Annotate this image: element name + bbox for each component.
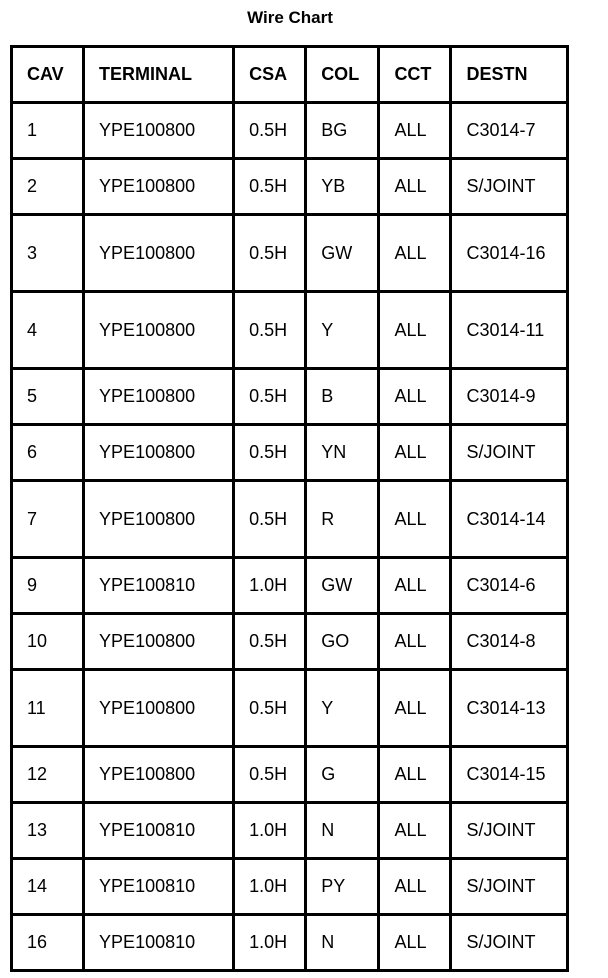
cell-cct: ALL [379,103,451,159]
cell-cav: 9 [12,558,84,614]
cell-terminal: YPE100800 [84,747,234,803]
cell-terminal: YPE100800 [84,159,234,215]
cell-csa: 1.0H [234,558,306,614]
cell-csa: 1.0H [234,859,306,915]
cell-cav: 7 [12,481,84,558]
cell-col: B [306,369,379,425]
table-row [12,670,568,747]
cell-terminal: YPE100800 [84,369,234,425]
cell-cct: ALL [379,481,451,558]
table-row [12,558,568,614]
cell-cav: 6 [12,425,84,481]
cell-cav: 11 [12,670,84,747]
cell-col: YB [306,159,379,215]
cell-cct: ALL [379,859,451,915]
cell-cav: 1 [12,103,84,159]
cell-cct: ALL [379,915,451,971]
column-header-csa: CSA [234,47,306,103]
table-row [12,803,568,859]
cell-cct: ALL [379,292,451,369]
cell-destn: C3014-14 [451,481,568,558]
cell-terminal: YPE100800 [84,215,234,292]
cell-destn: C3014-13 [451,670,568,747]
cell-cct: ALL [379,670,451,747]
table-row [12,614,568,670]
cell-terminal: YPE100800 [84,670,234,747]
cell-col: BG [306,103,379,159]
cell-col: Y [306,670,379,747]
cell-col: Y [306,292,379,369]
cell-cav: 13 [12,803,84,859]
column-header-cav: CAV [12,47,84,103]
cell-cav: 10 [12,614,84,670]
cell-cct: ALL [379,425,451,481]
cell-col: G [306,747,379,803]
cell-col: YN [306,425,379,481]
cell-col: GW [306,215,379,292]
page-title: Wire Chart [247,8,333,27]
cell-cav: 2 [12,159,84,215]
table-row [12,159,568,215]
cell-destn: S/JOINT [451,803,568,859]
cell-destn: C3014-7 [451,103,568,159]
cell-col: R [306,481,379,558]
cell-cav: 5 [12,369,84,425]
cell-terminal: YPE100810 [84,859,234,915]
cell-cct: ALL [379,803,451,859]
table-row [12,425,568,481]
cell-cct: ALL [379,159,451,215]
table-row [12,915,568,971]
cell-destn: S/JOINT [451,159,568,215]
cell-csa: 0.5H [234,670,306,747]
table-row [12,103,568,159]
cell-col: N [306,915,379,971]
cell-destn: C3014-11 [451,292,568,369]
cell-cav: 3 [12,215,84,292]
cell-destn: S/JOINT [451,915,568,971]
cell-terminal: YPE100810 [84,915,234,971]
cell-csa: 0.5H [234,103,306,159]
cell-csa: 0.5H [234,159,306,215]
cell-col: PY [306,859,379,915]
cell-cct: ALL [379,215,451,292]
cell-csa: 1.0H [234,803,306,859]
cell-destn: S/JOINT [451,859,568,915]
cell-csa: 0.5H [234,292,306,369]
table-body [12,103,568,971]
table-row [12,369,568,425]
table-row [12,859,568,915]
cell-terminal: YPE100800 [84,292,234,369]
cell-terminal: YPE100810 [84,558,234,614]
table-header-row [12,47,568,103]
cell-csa: 0.5H [234,481,306,558]
cell-cav: 4 [12,292,84,369]
cell-cav: 14 [12,859,84,915]
cell-terminal: YPE100810 [84,803,234,859]
cell-csa: 0.5H [234,614,306,670]
cell-destn: S/JOINT [451,425,568,481]
table-row [12,215,568,292]
column-header-cct: CCT [379,47,451,103]
cell-destn: C3014-8 [451,614,568,670]
cell-cct: ALL [379,369,451,425]
cell-csa: 0.5H [234,215,306,292]
cell-terminal: YPE100800 [84,614,234,670]
column-header-col: COL [306,47,379,103]
column-header-destn: DESTN [451,47,568,103]
cell-csa: 0.5H [234,369,306,425]
cell-cct: ALL [379,747,451,803]
column-header-terminal: TERMINAL [84,47,234,103]
cell-col: GW [306,558,379,614]
cell-cav: 16 [12,915,84,971]
table-row [12,481,568,558]
cell-terminal: YPE100800 [84,425,234,481]
cell-csa: 0.5H [234,747,306,803]
cell-destn: C3014-6 [451,558,568,614]
table-row [12,292,568,369]
cell-terminal: YPE100800 [84,481,234,558]
cell-csa: 0.5H [234,425,306,481]
cell-destn: C3014-16 [451,215,568,292]
cell-destn: C3014-9 [451,369,568,425]
cell-destn: C3014-15 [451,747,568,803]
cell-csa: 1.0H [234,915,306,971]
cell-col: N [306,803,379,859]
cell-terminal: YPE100800 [84,103,234,159]
cell-cct: ALL [379,558,451,614]
cell-col: GO [306,614,379,670]
table-row [12,747,568,803]
cell-cav: 12 [12,747,84,803]
wire-chart-table [10,45,569,972]
cell-cct: ALL [379,614,451,670]
